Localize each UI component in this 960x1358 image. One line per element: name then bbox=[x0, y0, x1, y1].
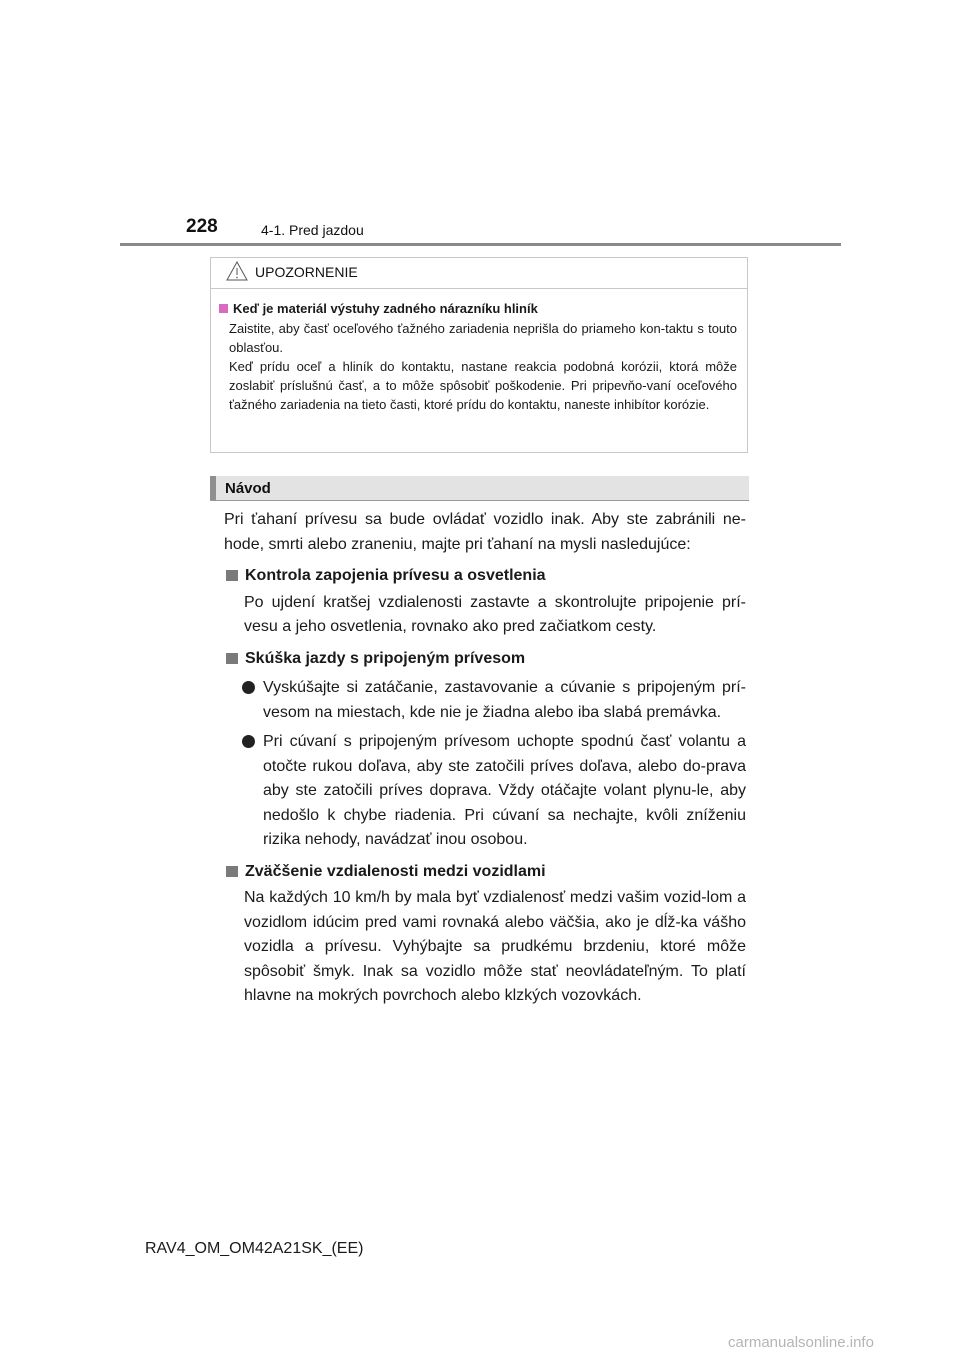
page-number: 228 bbox=[186, 216, 218, 237]
warning-title: UPOZORNENIE bbox=[255, 264, 358, 280]
warning-box bbox=[210, 257, 748, 453]
square-bullet-icon bbox=[226, 570, 238, 581]
list-item-text: Vyskúšajte si zatáčanie, zastavovanie a cúvanie s pripojeným prí-vesom na miestach, kde nie je žiadna alebo iba slabá premávka. bbox=[263, 679, 746, 721]
section-text: Na každých 10 km/h by mala byť vzdialenosť medzi vašim vozid-lom a vozidlom idúcim pred vami rovnaká alebo väčšia, ako je dĺž-ka vášho vozidla a prívesu. Vyhýbajte sa prudkému brzdeniu, ktoré môže spôsobiť šmyk. Inak sa vozidlo môže stať neovládateľným. To platí hlavne na mokrých povrchoch alebo klzkých vozovkách. bbox=[244, 889, 746, 1004]
list-item bbox=[242, 676, 746, 725]
guide-content bbox=[224, 508, 746, 1009]
section-heading-text: Kontrola zapojenia prívesu a osvetlenia bbox=[245, 567, 546, 584]
section-heading bbox=[224, 860, 746, 885]
section-heading-text: Skúška jazdy s pripojeným prívesom bbox=[245, 649, 526, 667]
warning-paragraph: Keď prídu oceľ a hliník do kontaktu, nastane reakcia podobná korózii, ktorá môže zoslabiť príslušnú časť, a to môže spôsobiť poškodenie. Pri pripevňo-vaní oceľového ťažného zariadenia na tieto časti, ktoré prídu do kontaktu, naneste inhibítor korózie. bbox=[229, 359, 737, 412]
warning-paragraph: Zaistite, aby časť oceľového ťažného zariadenia neprišla do priameho kon-taktu s touto oblasťou. bbox=[229, 321, 737, 355]
list-item bbox=[242, 730, 746, 853]
section-heading bbox=[224, 564, 746, 589]
round-bullet-icon bbox=[242, 681, 255, 694]
square-bullet-icon bbox=[219, 304, 228, 313]
heading-accent bbox=[210, 476, 216, 500]
warning-subheading-text: Keď je materiál výstuhy zadného nárazníku hliník bbox=[233, 301, 538, 316]
warning-body bbox=[211, 289, 747, 414]
square-bullet-icon bbox=[226, 653, 238, 664]
list-item-text: Pri cúvaní s pripojeným prívesom uchopte spodnú časť volantu a otočte rukou doľava, aby ste zatočili príves doľava, alebo do-prava aby ste zatočili príves doprava. Vždy otáčajte volant plynu-le, aby nedošlo k chybe riadenia. Pri cúvaní sa nechajte, kvôli zníženiu rizika nehody, navádzať inou osobou. bbox=[263, 733, 746, 848]
warning-header bbox=[211, 258, 747, 289]
warning-triangle-icon bbox=[226, 261, 248, 281]
section-title: 4-1. Pred jazdou bbox=[261, 222, 364, 238]
header-rule bbox=[120, 243, 841, 246]
section-text: Po ujdení kratšej vzdialenosti zastavte a skontrolujte pripojenie prí-vesu a jeho osvetlenia, rovnako ako pred začiatkom cesty. bbox=[244, 593, 746, 635]
section-heading bbox=[224, 647, 746, 672]
section-heading-text: Zväčšenie vzdialenosti medzi vozidlami bbox=[245, 862, 546, 880]
square-bullet-icon bbox=[226, 866, 238, 877]
round-bullet-icon bbox=[242, 735, 255, 748]
warning-text bbox=[229, 319, 737, 414]
guide-heading-bar bbox=[210, 476, 749, 501]
watermark: carmanualsonline.info bbox=[728, 1334, 874, 1351]
warning-subheading bbox=[219, 299, 737, 318]
intro-paragraph: Pri ťahaní prívesu sa bude ovládať vozidlo inak. Aby ste zabránili ne-hode, smrti alebo zraneniu, majte pri ťahaní na mysli nasledujúce: bbox=[224, 511, 746, 553]
guide-title: Návod bbox=[225, 480, 271, 497]
document-id: RAV4_OM_OM42A21SK_(EE) bbox=[145, 1240, 364, 1257]
